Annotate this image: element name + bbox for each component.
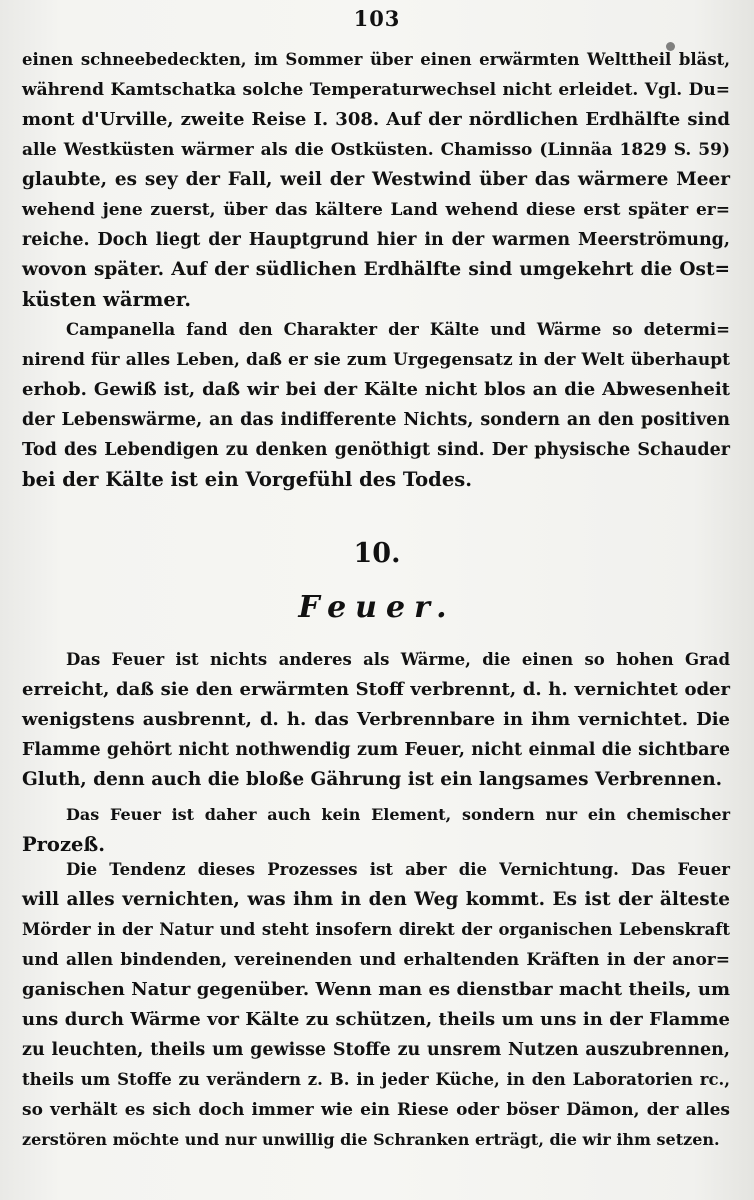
text-line: Gluth, denn auch die bloße Gährung ist ein langsames Verbrennen. <box>22 769 723 790</box>
text-line: uns durch Wärme vor Kälte zu schützen, theils um uns in der Flamme <box>22 1009 730 1030</box>
text-line: mont d'Urville, zweite Reise I. 308. Auf der nördlichen Erdhälfte sind <box>22 109 730 130</box>
page-number: 103 <box>353 6 401 31</box>
text-line: ganischen Natur gegenüber. Wenn man es dienstbar macht theils, um <box>22 979 730 1000</box>
text-line: Das Feuer ist daher auch kein Element, sondern nur ein chemischer <box>66 805 730 824</box>
text-line: will alles vernichten, was ihm in den Weg kommt. Es ist der älteste <box>22 889 730 910</box>
text-line: bei der Kälte ist ein Vorgefühl des Todes. <box>22 468 472 491</box>
paragraph-continuation <box>22 45 730 315</box>
text-line: Mörder in der Natur und steht insofern direkt der organischen Lebenskraft <box>22 920 730 939</box>
text-line: wovon später. Auf der südlichen Erdhälfte sind umgekehrt die Ost= <box>22 259 730 280</box>
text-line: wehend jene zuerst, über das kältere Land wehend diese erst später er= <box>22 200 730 220</box>
section-number: 10. <box>353 538 401 569</box>
paragraph-chemical-process <box>22 800 730 860</box>
text-line: reiche. Doch liegt der Hauptgrund hier in der warmen Meerströmung, <box>22 230 730 250</box>
text-line: Das Feuer ist nichts anderes als Wärme, die einen so hohen Grad <box>66 650 730 669</box>
text-line: küsten wärmer. <box>22 288 192 311</box>
text-line: wenigstens ausbrennt, d. h. das Verbrennbare in ihm vernichtet. Die <box>22 709 730 730</box>
text-line: erreicht, daß sie den erwärmten Stoff verbrennt, d. h. vernichtet oder <box>22 679 730 700</box>
paragraph-tendency <box>22 855 730 1155</box>
text-line: Campanella fand den Charakter der Kälte und Wärme so determi= <box>66 320 730 339</box>
text-line: nirend für alles Leben, daß er sie zum Urgegensatz in der Welt überhaupt <box>22 350 730 370</box>
text-line: glaubte, es sey der Fall, weil der Westwind über das wärmere Meer <box>22 169 730 190</box>
text-line: so verhält es sich doch immer wie ein Riese oder böser Dämon, der alles <box>22 1100 730 1120</box>
text-line: Prozeß. <box>22 833 106 856</box>
text-line: erhob. Gewiß ist, daß wir bei der Kälte nicht blos an die Abwesenheit <box>22 379 730 400</box>
text-line: Die Tendenz dieses Prozesses ist aber die Vernichtung. Das Feuer <box>66 860 730 879</box>
text-line: zu leuchten, theils um gewisse Stoffe zu unsrem Nutzen auszubrennen, <box>22 1040 730 1060</box>
text-line: Flamme gehört nicht nothwendig zum Feuer, nicht einmal die sichtbare <box>22 740 730 760</box>
paragraph-campanella <box>22 315 730 495</box>
text-line: theils um Stoffe zu verändern z. B. in jeder Küche, in den Laboratorien rc., <box>22 1070 730 1089</box>
text-line: zerstören möchte und nur unwillig die Schranken erträgt, die wir ihm setzen. <box>22 1130 720 1149</box>
text-line: einen schneebedeckten, im Sommer über einen erwärmten Welttheil bläst, <box>22 50 730 69</box>
text-line: während Kamtschatka solche Temperaturwechsel nicht erleidet. Vgl. Du= <box>22 80 730 100</box>
text-line: und allen bindenden, vereinenden und erhaltenden Kräften in der anor= <box>22 950 730 970</box>
paragraph-feuer-definition <box>22 645 730 795</box>
section-title: Feuer. <box>298 590 456 625</box>
text-line: alle Westküsten wärmer als die Ostküsten. Chamisso (Linnäa 1829 S. 59) <box>22 140 730 160</box>
text-line: Tod des Lebendigen zu denken genöthigt sind. Der physische Schauder <box>22 440 730 460</box>
text-line: der Lebenswärme, an das indifferente Nichts, sondern an den positiven <box>22 410 730 430</box>
